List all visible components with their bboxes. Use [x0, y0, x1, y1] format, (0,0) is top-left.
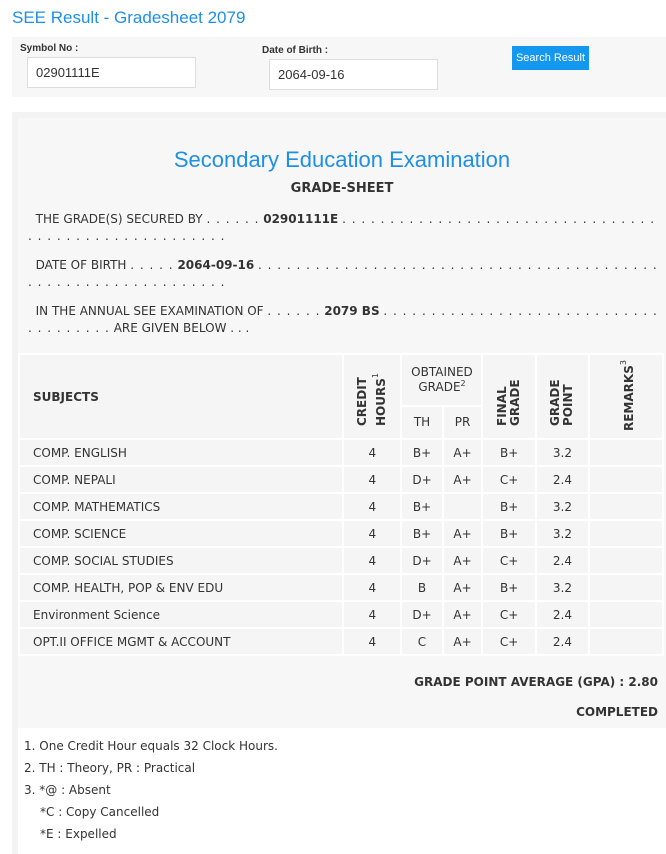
cell-th: C — [401, 628, 442, 655]
cell-final: B+ — [482, 493, 535, 520]
page-title: SEE Result - Gradesheet 2079 — [12, 8, 246, 27]
cell-pr: A+ — [443, 439, 483, 466]
cell-pr: A+ — [443, 520, 483, 547]
cell-subject: COMP. SOCIAL STUDIES — [19, 547, 343, 574]
cell-final: C+ — [482, 601, 535, 628]
cell-point: 3.2 — [536, 439, 589, 466]
cell-final: B+ — [482, 574, 535, 601]
cell-final: B+ — [482, 520, 535, 547]
cell-subject: COMP. NEPALI — [19, 466, 343, 493]
footnotes — [18, 728, 666, 854]
cell-subject: COMP. SCIENCE — [19, 520, 343, 547]
cell-th: D+ — [401, 547, 442, 574]
cell-remarks — [589, 574, 663, 601]
cell-remarks — [589, 601, 663, 628]
dob-line-value: 2064-09-16 — [177, 258, 255, 272]
secured-by-line: THE GRADE(S) SECURED BY . . . . . . 02901111E . . . . . . . . . . . . . . . . . . . . . . . . . . . . . . . . . . . . . . . . . . . . . . . . . . . . . . — [28, 212, 656, 243]
table-row — [19, 439, 663, 466]
cell-remarks — [589, 493, 663, 520]
cell-point: 3.2 — [536, 493, 589, 520]
cell-pr — [443, 493, 483, 520]
cell-remarks — [589, 628, 663, 655]
note: *E : Expelled — [40, 827, 117, 841]
exam-value: 2079 BS — [324, 304, 380, 318]
cell-remarks — [589, 520, 663, 547]
secured-symbol: 02901111E — [263, 212, 339, 226]
exam-label: IN THE ANNUAL SEE EXAMINATION OF — [35, 304, 264, 318]
dob-line: DATE OF BIRTH . . . . . 2064-09-16 . . . . . . . . . . . . . . . . . . . . . . . . . . . . . . . . . . . . . . . . . . . . . . . . . . . . . . . . . . . . . . . — [28, 258, 658, 289]
cell-credit: 4 — [343, 520, 401, 547]
header-th: TH — [401, 406, 442, 439]
cell-credit: 4 — [343, 466, 401, 493]
cell-pr: A+ — [443, 628, 483, 655]
table-row — [19, 574, 663, 601]
header-point: GRADE POINT — [536, 354, 589, 439]
cell-final: C+ — [482, 466, 535, 493]
cell-th: D+ — [401, 601, 442, 628]
dob-line-label: DATE OF BIRTH — [35, 258, 127, 272]
cell-th: B+ — [401, 520, 442, 547]
dob-label: Date of Birth : — [262, 45, 329, 56]
cell-credit: 4 — [343, 547, 401, 574]
cell-th: B — [401, 574, 442, 601]
cell-credit: 4 — [343, 493, 401, 520]
table-row — [19, 601, 663, 628]
cell-remarks — [589, 547, 663, 574]
note: 1. One Credit Hour equals 32 Clock Hours. — [24, 739, 278, 753]
cell-remarks — [589, 466, 663, 493]
cell-subject: OPT.II OFFICE MGMT & ACCOUNT — [19, 628, 343, 655]
note: *C : Copy Cancelled — [40, 805, 160, 819]
header-credit: CREDIT HOURS$^1$ — [343, 354, 401, 439]
cell-final: C+ — [482, 628, 535, 655]
cell-final: B+ — [482, 439, 535, 466]
cell-point: 3.2 — [536, 574, 589, 601]
search-result-button[interactable]: Search Result — [512, 46, 589, 70]
cell-point: 2.4 — [536, 601, 589, 628]
cell-th: D+ — [401, 466, 442, 493]
cell-pr: A+ — [443, 466, 483, 493]
header-subjects: SUBJECTS — [19, 354, 343, 439]
cell-credit: 4 — [343, 574, 401, 601]
table-row — [19, 520, 663, 547]
table-row — [19, 493, 663, 520]
result-status: COMPLETED — [576, 705, 658, 719]
sheet-heading: Secondary Education Examination — [173, 147, 511, 172]
cell-subject: Environment Science — [19, 601, 343, 628]
cell-subject: COMP. ENGLISH — [19, 439, 343, 466]
exam-line: IN THE ANNUAL SEE EXAMINATION OF . . . . . . 2079 BS . . . . . . . . . . . . . . . . . . . . . . . . . . . . . . . . . . . . . . ARE GIVEN BELOW . . . — [28, 304, 658, 335]
cell-pr: A+ — [443, 601, 483, 628]
table-row — [19, 628, 663, 655]
cell-credit: 4 — [343, 439, 401, 466]
cell-pr: A+ — [443, 547, 483, 574]
dob-input[interactable]: 2064-09-16 — [269, 59, 438, 90]
cell-point: 2.4 — [536, 466, 589, 493]
symbol-label: Symbol No : — [20, 43, 79, 54]
header-pr: PR — [443, 406, 483, 439]
cell-th: B+ — [401, 439, 442, 466]
search-panel — [12, 37, 666, 97]
gpa: GRADE POINT AVERAGE (GPA) : 2.80 — [414, 675, 658, 689]
header-obtained: OBTAINED GRADE$^2$ — [401, 354, 482, 406]
gradesheet-panel — [12, 112, 666, 854]
cell-remarks — [589, 439, 663, 466]
header-remarks: REMARKS$^3$ — [589, 354, 663, 439]
header-final: FINAL GRADE — [482, 354, 535, 439]
table-row — [19, 466, 663, 493]
cell-th: B+ — [401, 493, 442, 520]
cell-final: C+ — [482, 547, 535, 574]
given-below: ARE GIVEN BELOW . . . — [113, 321, 250, 335]
cell-pr: A+ — [443, 574, 483, 601]
cell-subject: COMP. MATHEMATICS — [19, 493, 343, 520]
cell-point: 3.2 — [536, 520, 589, 547]
cell-subject: COMP. HEALTH, POP & ENV EDU — [19, 574, 343, 601]
cell-credit: 4 — [343, 601, 401, 628]
secured-by-label: THE GRADE(S) SECURED BY — [35, 212, 203, 226]
cell-credit: 4 — [343, 628, 401, 655]
grade-table — [18, 353, 664, 656]
note: 2. TH : Theory, PR : Practical — [24, 761, 196, 775]
note: 3. *@ : Absent — [24, 783, 111, 797]
sheet-subheading: GRADE-SHEET — [290, 181, 394, 196]
table-row — [19, 547, 663, 574]
cell-point: 2.4 — [536, 628, 589, 655]
symbol-input[interactable]: 02901111E — [27, 57, 196, 88]
cell-point: 2.4 — [536, 547, 589, 574]
